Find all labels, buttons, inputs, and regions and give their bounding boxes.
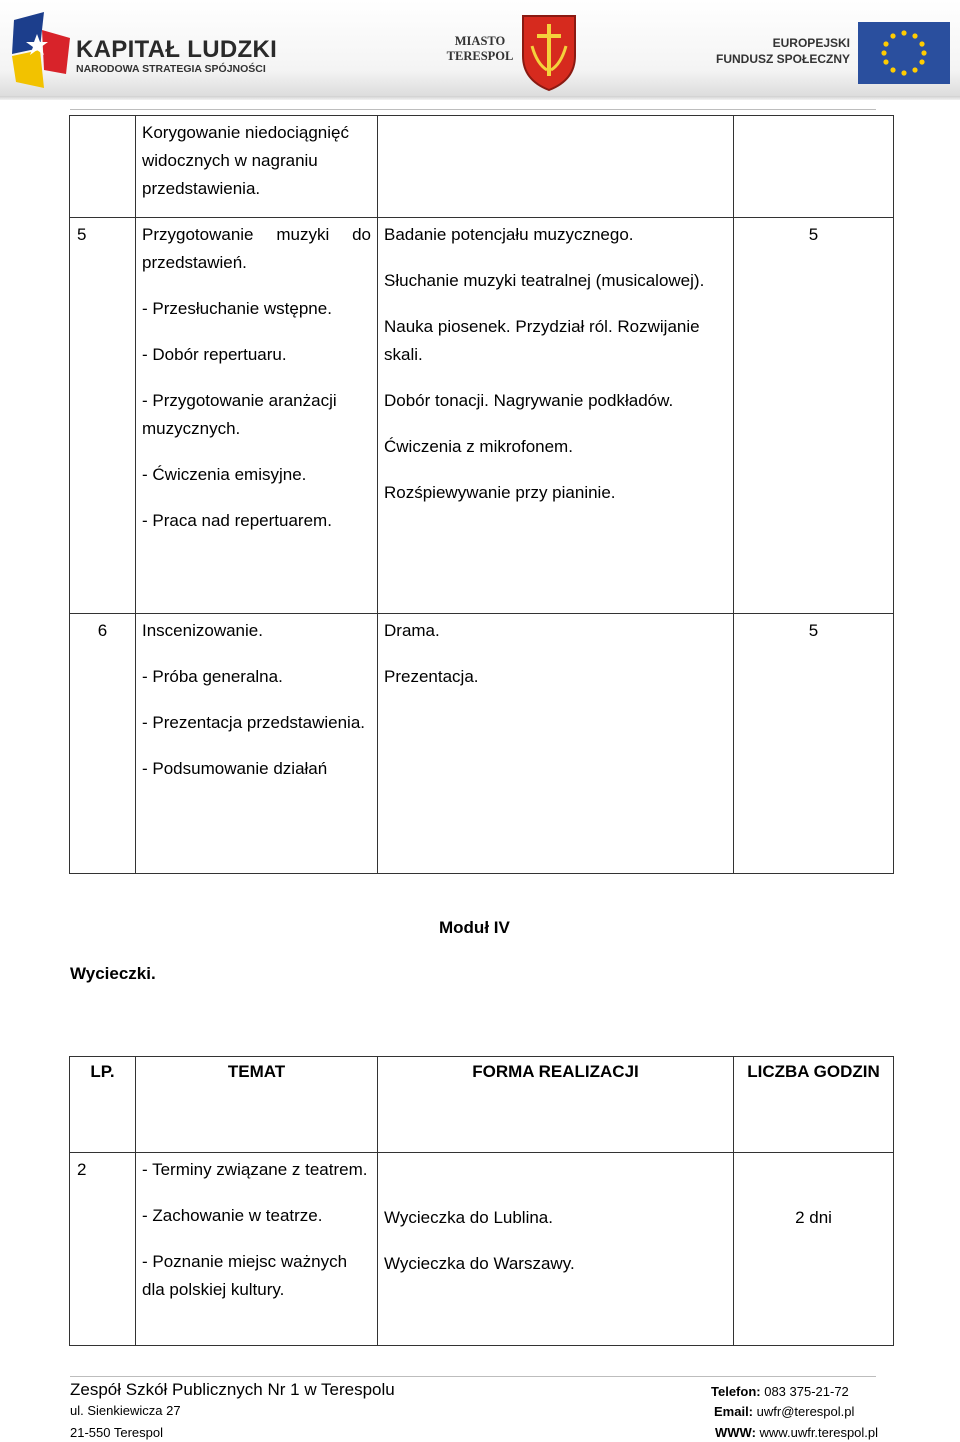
form-line: Rozśpiewywanie przy pianinie.: [384, 483, 616, 502]
terespol-label: TERESPOL: [446, 49, 514, 63]
table-row: [70, 1153, 894, 1346]
topic-cell: [136, 1153, 378, 1346]
kapital-ludzki-logo-icon: [10, 12, 72, 92]
form-line: Ćwiczenia z mikrofonem.: [384, 437, 573, 456]
section-title: Wycieczki.: [70, 964, 156, 983]
row-number: 6: [70, 614, 136, 874]
form-cell: [378, 614, 734, 874]
eu-line1: EUROPEJSKI: [772, 36, 850, 50]
footer-street: ul. Sienkiewicza 27: [70, 1403, 181, 1418]
topic-line: - Terminy związane z teatrem.: [142, 1160, 368, 1179]
row-number: 2: [70, 1153, 136, 1346]
form-line: Wycieczka do Lublina.: [384, 1208, 553, 1227]
email-label: Email:: [714, 1404, 754, 1419]
footer-school-name: Zespół Szkół Publicznych Nr 1 w Terespolu: [70, 1380, 395, 1399]
topic-line: - Dobór repertuaru.: [142, 345, 287, 364]
form-line: Wycieczka do Warszawy.: [384, 1254, 575, 1273]
form-line: Drama.: [384, 621, 440, 640]
terespol-crest-icon: [520, 12, 578, 92]
phone-value: 083 375-21-72: [764, 1384, 849, 1399]
topic-line: - Próba generalna.: [142, 667, 283, 686]
topic-line: - Praca nad repertuarem.: [142, 511, 332, 530]
topic-line: - Podsumowanie działań: [142, 759, 328, 778]
topic-cell: [136, 614, 378, 874]
topic-line: - Ćwiczenia emisyjne.: [142, 465, 307, 484]
footer-city: 21-550 Terespol: [70, 1425, 163, 1440]
hours-cell: 5: [734, 218, 894, 614]
form-cell: [378, 218, 734, 614]
header-liczba: LICZBA GODZIN: [734, 1057, 894, 1153]
table-header-row: [70, 1057, 894, 1153]
miasto-label: MIASTO: [454, 34, 506, 48]
kapital-ludzki-title: KAPITAŁ LUDZKI: [76, 36, 278, 63]
header-rule: [70, 109, 876, 110]
footer-email: [714, 1404, 854, 1419]
form-line: Prezentacja.: [384, 667, 479, 686]
header-shadow: [0, 96, 960, 100]
eu-flag-icon: [858, 22, 950, 84]
row-number: 5: [70, 218, 136, 614]
footer-phone: [711, 1384, 849, 1399]
topic-line: - Przesłuchanie wstępne.: [142, 299, 332, 318]
table-row: [70, 116, 894, 218]
module-title: Moduł IV: [439, 918, 510, 937]
form-cell: [378, 1153, 734, 1346]
hours-cell: 2 dni: [734, 1153, 894, 1346]
hours-cell: [734, 116, 894, 218]
topic-line: - Przygotowanie aranżacji muzycznych.: [142, 391, 337, 438]
topic-line: Przygotowanie muzyki do przedstawień.: [142, 225, 371, 272]
www-link[interactable]: www.uwfr.terespol.pl: [759, 1425, 879, 1440]
www-label: WWW:: [715, 1425, 756, 1440]
eu-fund-text: [710, 35, 850, 67]
topic-line: - Zachowanie w teatrze.: [142, 1206, 323, 1225]
eu-line2: FUNDUSZ SPOŁECZNY: [715, 52, 850, 66]
header-lp: LP.: [70, 1057, 136, 1153]
table-row: [70, 614, 894, 874]
topic-cell: [136, 218, 378, 614]
miasto-terespol-text: [430, 34, 530, 64]
header-temat: TEMAT: [136, 1057, 378, 1153]
form-line: Dobór tonacji. Nagrywanie podkładów.: [384, 391, 674, 410]
form-line: Nauka piosenek. Przydział ról. Rozwijanie skali.: [384, 317, 700, 364]
row-number: [70, 116, 136, 218]
topic-line: - Poznanie miejsc ważnych dla polskiej kultury.: [142, 1252, 348, 1299]
kapital-ludzki-subtitle: NARODOWA STRATEGIA SPÓJNOŚCI: [76, 63, 266, 75]
footer-www: [715, 1425, 878, 1440]
form-line: Badanie potencjału muzycznego.: [384, 225, 634, 244]
topic-cell: [136, 116, 378, 218]
email-link[interactable]: uwfr@terespol.pl: [756, 1404, 855, 1419]
topic-line: Inscenizowanie.: [142, 621, 263, 640]
topic-line: Korygowanie niedociągnięć widocznych w nagraniu przedstawienia.: [142, 123, 349, 198]
trips-table: [69, 1056, 894, 1346]
header-forma: FORMA REALIZACJI: [378, 1057, 734, 1153]
schedule-table: [69, 115, 894, 874]
hours-cell: 5: [734, 614, 894, 874]
form-cell: [378, 116, 734, 218]
form-line: Słuchanie muzyki teatralnej (musicalowej).: [384, 271, 705, 290]
phone-label: Telefon:: [711, 1384, 761, 1399]
topic-line: - Prezentacja przedstawienia.: [142, 713, 366, 732]
footer-rule: [70, 1376, 876, 1377]
table-row: [70, 218, 894, 614]
